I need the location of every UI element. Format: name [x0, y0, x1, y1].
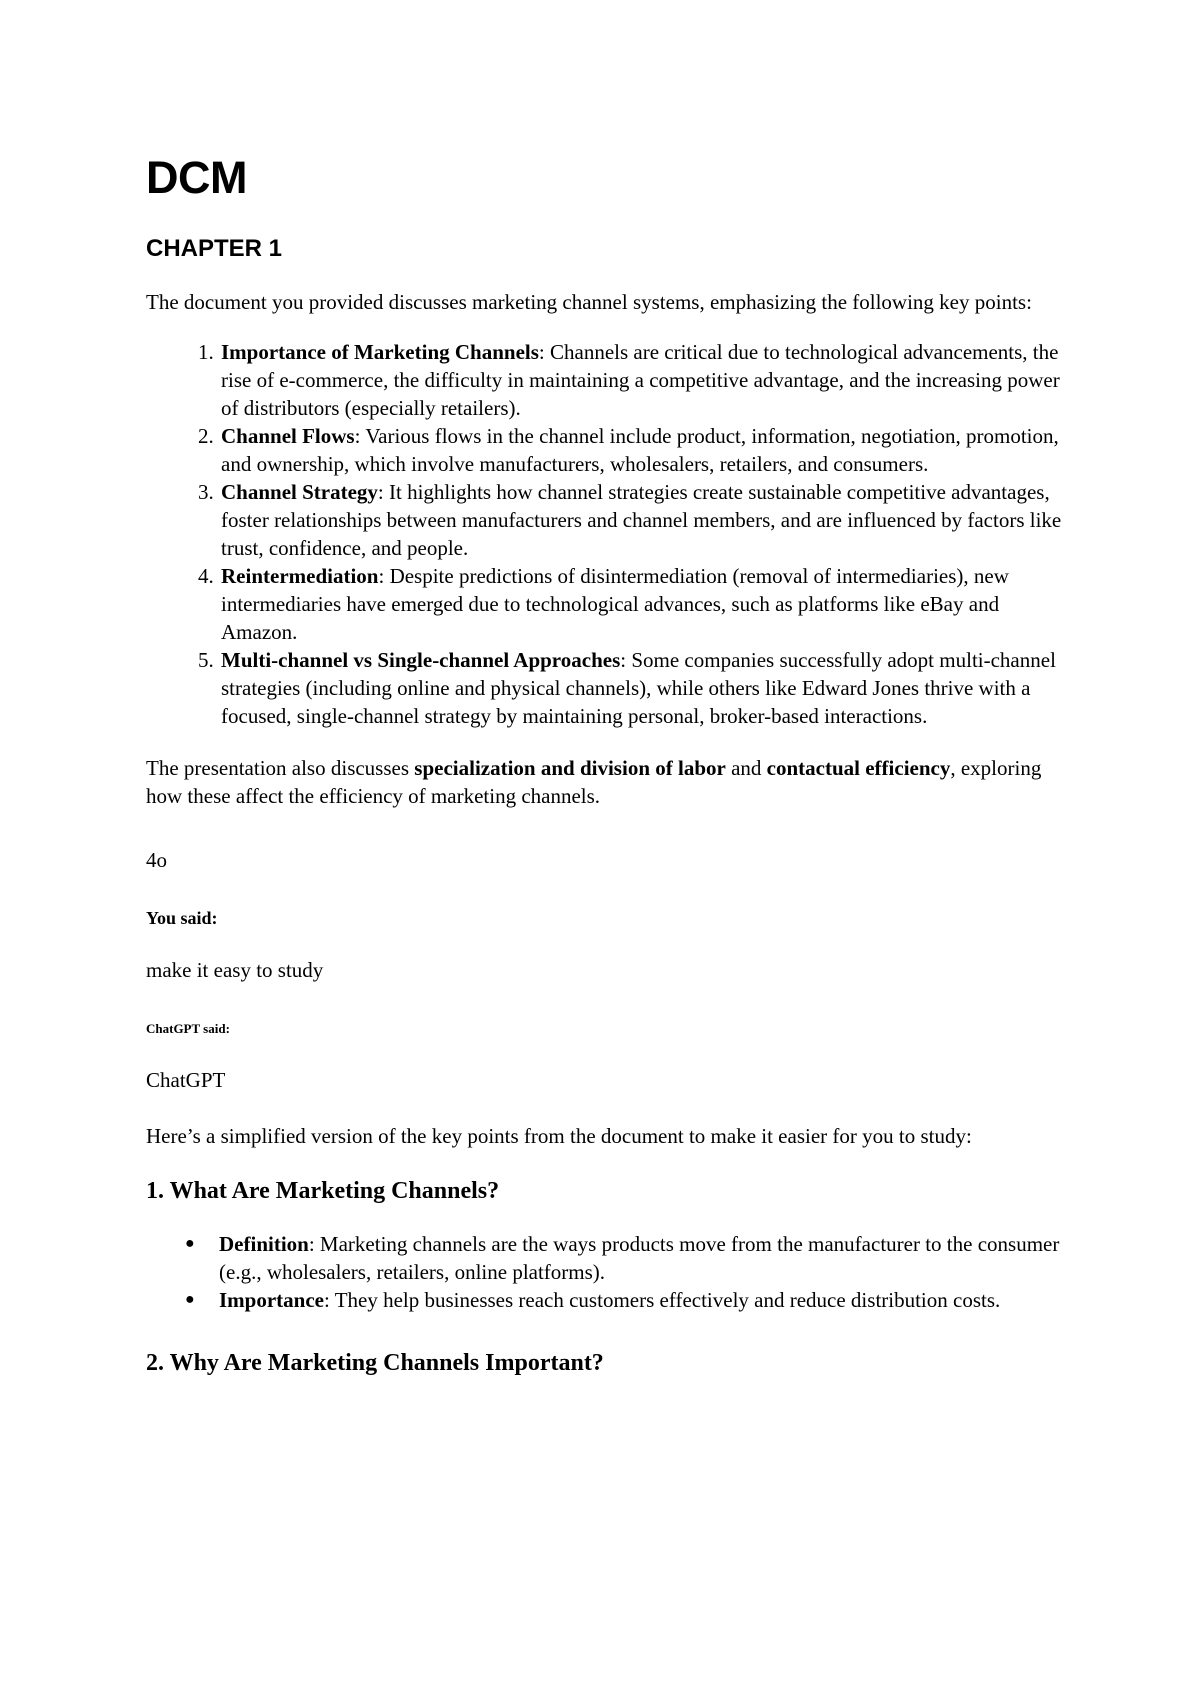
- key-point-item: [219, 478, 1076, 562]
- key-point-term: Reintermediation: [221, 564, 379, 588]
- bullet-text: : They help businesses reach customers effectively and reduce distribution costs.: [323, 1288, 1001, 1312]
- key-point-term: Importance of Marketing Channels: [221, 340, 539, 364]
- presentation-text: , exploring how these affect the efficiency of marketing channels.: [146, 756, 1042, 808]
- key-point-term: Channel Strategy: [221, 480, 378, 504]
- chatgpt-said-label: ChatGPT said:: [146, 1021, 230, 1036]
- key-point-item: [219, 562, 1076, 646]
- key-point-item: [219, 646, 1076, 730]
- bullet-icon: ●: [185, 1291, 195, 1308]
- key-point-item: [219, 422, 1076, 478]
- document-content: [146, 150, 1076, 1378]
- presentation-text: and: [725, 756, 767, 780]
- presentation-paragraph: [146, 754, 1076, 810]
- section-heading-2: 2. Why Are Marketing Channels Important?: [146, 1350, 604, 1376]
- intro-paragraph: The document you provided discusses marketing channel systems, emphasizing the following key points:: [146, 290, 1032, 314]
- key-point-text: : Despite predictions of disintermediation (removal of intermediaries), new intermediaries have emerged due to technological advances, such as platforms like eBay and Amazon.: [221, 564, 1009, 644]
- key-point-text: : Some companies successfully adopt multi-channel strategies (including online and physical channels), while others like Edward Jones thrive with a focused, single-channel strategy by maintaining personal, broker-based interactions.: [221, 648, 1056, 728]
- key-point-text: : It highlights how channel strategies create sustainable competitive advantages, foster relationships between manufacturers and channel members, and are influenced by factors like trust, confidence, and people.: [221, 480, 1062, 560]
- model-label: 4o: [146, 848, 167, 872]
- simplified-intro: Here’s a simplified version of the key points from the document to make it easier for you to study:: [146, 1124, 972, 1148]
- section-heading-1: 1. What Are Marketing Channels?: [146, 1178, 500, 1204]
- key-point-term: Channel Flows: [221, 424, 355, 448]
- bullet-text: : Marketing channels are the ways products move from the manufacturer to the consumer (e.g., wholesalers, retailers, online platforms).: [219, 1232, 1060, 1284]
- key-point-text: : Various flows in the channel include product, information, negotiation, promotion, and ownership, which involve manufacturers, wholesalers, retailers, and consumers.: [221, 424, 1059, 476]
- section-1-bullets: [146, 1230, 1076, 1314]
- bullet-item: [185, 1286, 1076, 1314]
- key-point-term: Multi-channel vs Single-channel Approaches: [221, 648, 621, 672]
- you-said-label: You said:: [146, 908, 218, 928]
- presentation-bold-term: contactual efficiency: [766, 756, 951, 780]
- chapter-heading: CHAPTER 1: [146, 235, 283, 262]
- key-point-item: [219, 338, 1076, 422]
- bullet-item: [185, 1230, 1076, 1286]
- key-points-list: [146, 338, 1076, 730]
- bullet-term: Importance: [219, 1288, 324, 1312]
- bullet-icon: ●: [185, 1235, 195, 1252]
- presentation-text: The presentation also discusses: [146, 756, 415, 780]
- user-message: make it easy to study: [146, 958, 324, 982]
- key-point-text: : Channels are critical due to technological advancements, the rise of e-commerce, the difficulty in maintaining a competitive advantage, and the increasing power of distributors (especially retailers).: [221, 340, 1060, 420]
- presentation-bold-term: specialization and division of labor: [414, 756, 726, 780]
- chatgpt-name: ChatGPT: [146, 1068, 226, 1092]
- bullet-term: Definition: [219, 1232, 309, 1256]
- document-title: DCM: [146, 152, 247, 203]
